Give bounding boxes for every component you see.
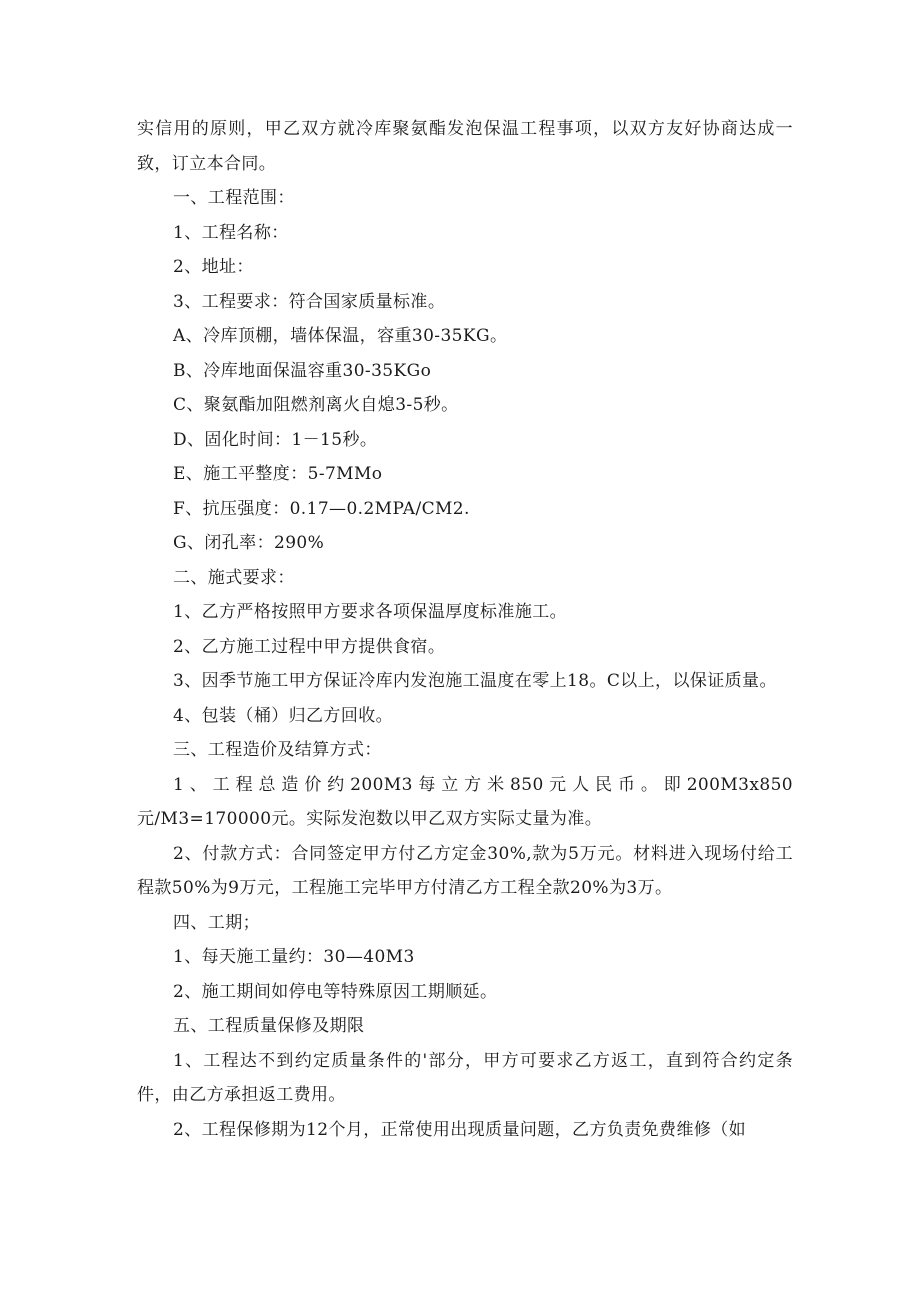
list-item: 1、每天施工量约：30—40M3	[173, 947, 415, 967]
section-heading: 一、工程范围：	[173, 188, 295, 208]
list-item: F、抗压强度：0.17—0.2MPA/CM2.	[173, 498, 470, 519]
list-item: B、冷库地面保温容重30-35KGo	[173, 360, 432, 381]
list-item: 2、地址：	[173, 257, 254, 277]
list-item: D、固化时间：1－15秒。	[173, 429, 378, 450]
list-item: 1、工程达不到约定质量条件的'部分，甲方可要求乙方返工，直到符合约定条件，由乙方承担返工费用。	[137, 1050, 793, 1105]
list-item: 2、工程保修期为12个月，正常使用出现质量问题，乙方负责免费维修（如	[173, 1119, 747, 1140]
document-body	[137, 112, 793, 1147]
list-item: 2、乙方施工过程中甲方提供食宿。	[173, 636, 446, 657]
list-item: G、闭孔率：290%	[173, 533, 325, 553]
section-heading: 三、工程造价及结算方式：	[173, 740, 382, 760]
section-heading: 二、施式要求：	[173, 567, 295, 588]
list-item: 2、施工期间如停电等特殊原因工期顺延。	[173, 981, 498, 1002]
list-item: 2、付款方式：合同签定甲方付乙方定金30%,款为5万元。材料进入现场付给工程款50%为9万元，工程施工完毕甲方付清乙方工程全款20%为3万。	[137, 843, 793, 898]
list-item: 1、工程总造价约200M3每立方米850元人民币。即200M3x850元/M3=170000元。实际发泡数以甲乙双方实际丈量为准。	[137, 774, 793, 829]
list-item: A、冷库顶棚，墙体保温，容重30-35KG。	[173, 326, 508, 346]
list-item: C、聚氨酯加阻燃剂离火自熄3-5秒。	[173, 395, 459, 415]
list-item: 3、工程要求：符合国家质量标准。	[173, 291, 446, 312]
section-heading: 四、工期；	[173, 912, 260, 933]
section-heading: 五、工程质量保修及期限	[173, 1016, 365, 1036]
list-item: 3、因季节施工甲方保证冷库内发泡施工温度在零上18。C以上，以保证质量。	[173, 671, 777, 691]
list-item: 1、工程名称：	[173, 222, 289, 243]
list-item: E、施工平整度：5-7MMo	[173, 464, 383, 484]
list-item: 1、乙方严格按照甲方要求各项保温厚度标准施工。	[173, 602, 568, 622]
paragraph: 实信用的原则，甲乙双方就冷库聚氨酯发泡保温工程事项，以双方友好协商达成一致，订立本合同。	[137, 119, 793, 174]
list-item: 4、包装（桶）归乙方回收。	[173, 705, 394, 726]
